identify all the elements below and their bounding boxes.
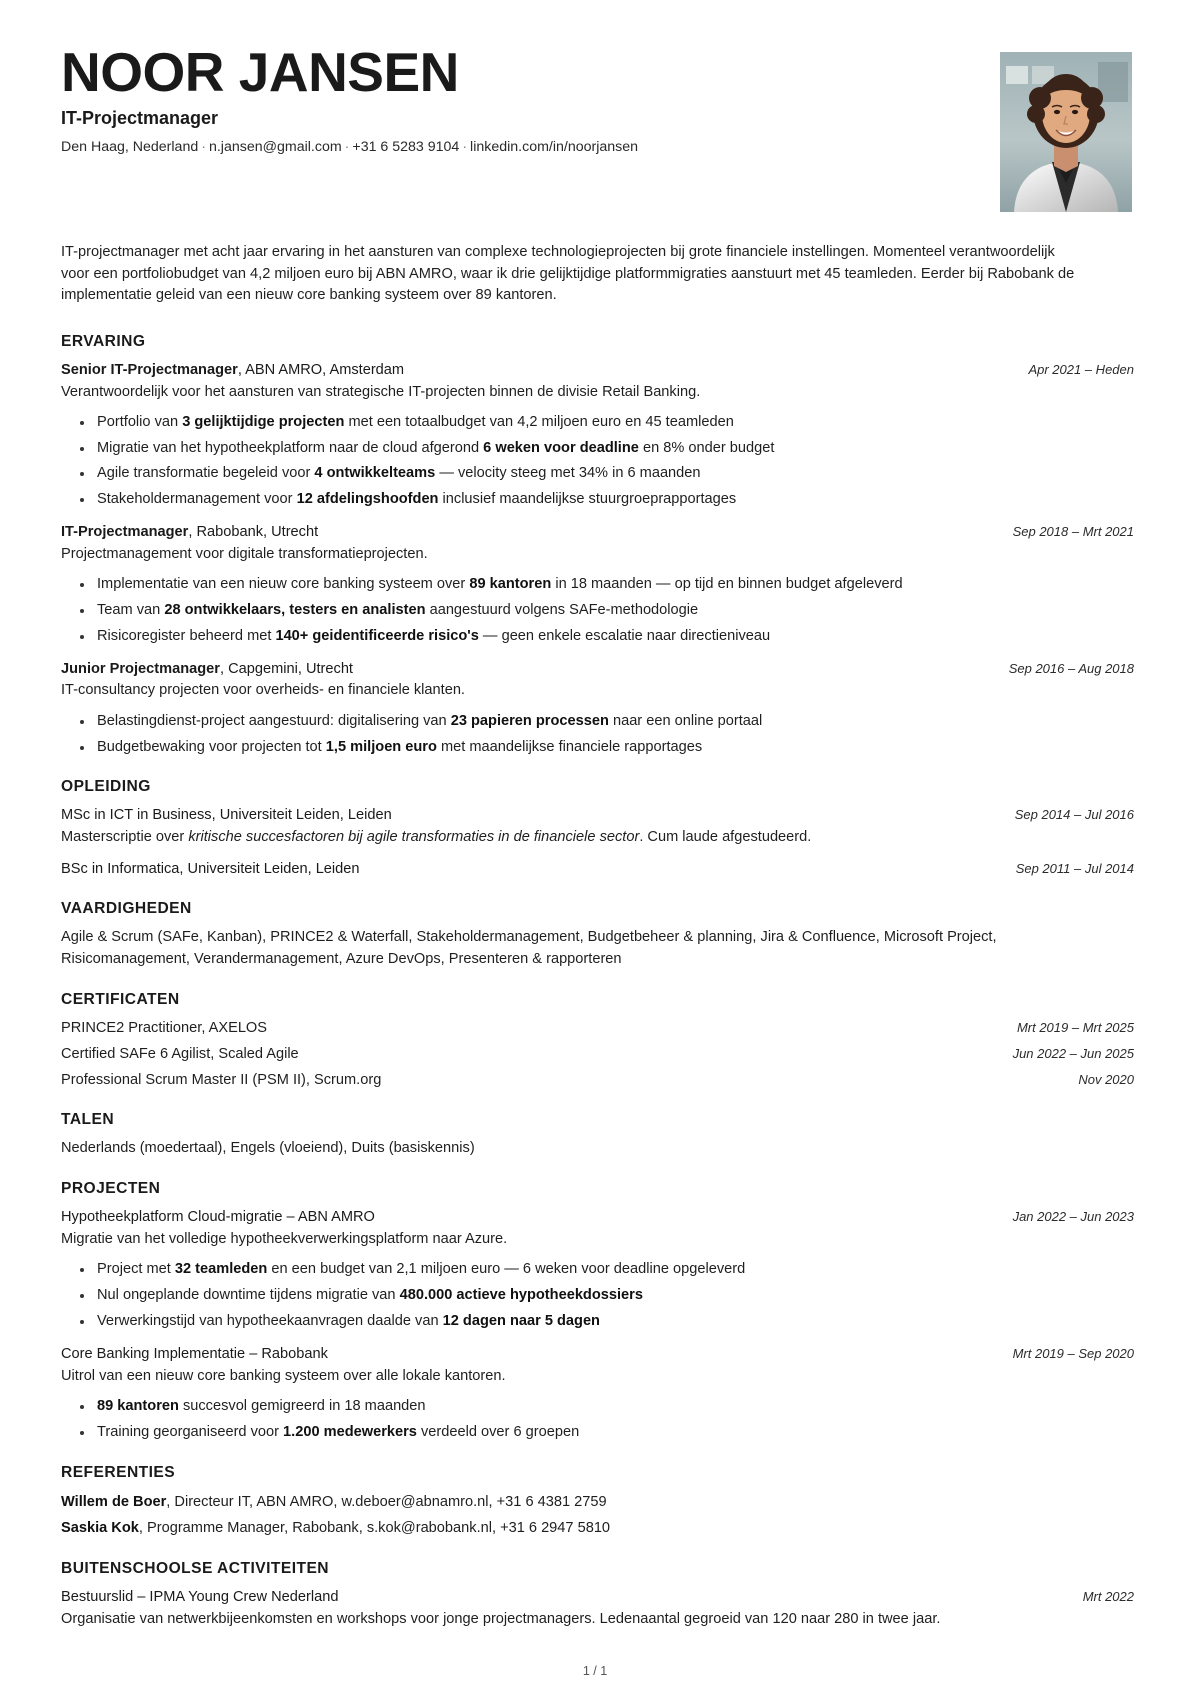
ervaring-entries [61, 360, 1134, 759]
experience-description: IT-consultancy projecten voor overheids- en financiele klanten. [61, 682, 465, 699]
list-item [95, 1396, 1134, 1418]
list-item [95, 489, 1134, 511]
section-certificaten [56, 991, 1134, 1092]
bullet-text: Verwerkingstijd van hypotheekaanvragen daalde van [97, 1313, 443, 1330]
bullet-text: Training georganiseerd voor [97, 1423, 284, 1440]
section-projecten [56, 1180, 1134, 1443]
buitenschoolse-entries [61, 1587, 1134, 1630]
activity-description: Organisatie van netwerkbijeenkomsten en workshops voor jonge projectmanagers. Ledenaantal gegroeid van 120 naar 280 in twee jaar. [61, 1610, 941, 1627]
entry-date: Sep 2011 – Jul 2014 [1015, 861, 1134, 877]
project-description: Migratie van het volledige hypotheekverwerkingsplatform naar Azure. [61, 1231, 508, 1248]
list-item [95, 1259, 1134, 1281]
reference-details: , Programme Manager, Rabobank, s.kok@rabobank.nl, +31 6 2947 5810 [138, 1520, 611, 1537]
contact-linkedin[interactable]: linkedin.com/in/noorjansen [470, 138, 639, 155]
bullet-text: Risicoregister beheerd met [97, 627, 276, 644]
bullet-text: Belastingdienst-project aangestuurd: digitalisering van [97, 712, 451, 729]
experience-description: Projectmanagement voor digitale transformatieprojecten. [61, 545, 428, 562]
list-item [95, 600, 1134, 622]
experience-company: , Rabobank, Utrecht [188, 524, 319, 541]
education-thesis-suffix: . Cum laude afgestudeerd. [639, 829, 812, 846]
list-item [95, 463, 1134, 485]
certificate-date: Mrt 2019 – Mrt 2025 [1016, 1019, 1134, 1035]
bullet-text: in 18 maanden — op tijd en binnen budget afgeleverd [551, 576, 903, 593]
education-thesis-title: kritische succesfactoren bij agile transformaties in de financiele sector [188, 829, 640, 846]
bullet-list [61, 1259, 1134, 1333]
portrait-photo-icon [1000, 52, 1132, 212]
referenties-list [61, 1491, 1134, 1540]
bullet-text: aangestuurd volgens SAFe-methodologie [425, 601, 699, 618]
section-title-certificaten: CERTIFICATEN [61, 990, 180, 1008]
experience-role: Junior Projectmanager [61, 660, 220, 677]
experience-role: IT-Projectmanager [61, 524, 189, 541]
bullet-text: — geen enkele escalatie naar directieniveau [478, 627, 771, 644]
bullet-emphasis: 1,5 miljoen euro [325, 738, 437, 755]
project-description: Uitrol van een nieuw core banking systeem over alle lokale kantoren. [61, 1367, 506, 1384]
entry-date: Apr 2021 – Heden [1028, 361, 1134, 377]
education-degree: MSc in ICT in Business, Universiteit Leiden, Leiden [61, 807, 392, 824]
bullet-emphasis: 12 afdelingshoofden [296, 491, 439, 508]
bullet-emphasis: 32 teamleden [174, 1261, 268, 1278]
list-item [95, 1311, 1134, 1333]
talen-text: Nederlands (moedertaal), Engels (vloeiend), Duits (basiskennis) [61, 1140, 475, 1157]
job-title: IT-Projectmanager [61, 107, 219, 128]
bullet-emphasis: 1.200 medewerkers [283, 1423, 417, 1440]
bullet-emphasis: 89 kantoren [97, 1397, 179, 1414]
reference-line [61, 1517, 1134, 1540]
project-heading [61, 1207, 375, 1228]
project-entry [61, 1207, 1134, 1333]
list-item [95, 1285, 1134, 1307]
reference-details: , Directeur IT, ABN AMRO, w.deboer@abnamro.nl, +31 6 4381 2759 [166, 1493, 607, 1510]
list-item [95, 438, 1134, 460]
certificate-date: Nov 2020 [1078, 1071, 1134, 1087]
contact-phone[interactable]: +31 6 5283 9104 [352, 138, 460, 155]
header-text-block [56, 41, 1000, 157]
section-title-referenties: REFERENTIES [61, 1463, 176, 1481]
section-title-ervaring: ERVARING [61, 332, 146, 350]
section-referenties [56, 1464, 1134, 1540]
project-entry [61, 1344, 1134, 1444]
entry-date: Mrt 2019 – Sep 2020 [1012, 1345, 1134, 1361]
page-indicator: 1 / 1 [582, 1663, 608, 1678]
contact-email[interactable]: n.jansen@gmail.com [208, 138, 342, 155]
bullet-text: Portfolio van [97, 413, 183, 430]
bullet-emphasis: 6 weken voor deadline [483, 439, 639, 456]
bullet-text: en 8% onder budget [638, 439, 775, 456]
resume-header [56, 34, 1134, 212]
experience-heading [61, 360, 404, 381]
bullet-text: en een budget van 2,1 miljoen euro — 6 weken voor deadline opgeleverd [267, 1261, 746, 1278]
section-ervaring [56, 333, 1134, 759]
education-description [61, 827, 1134, 848]
bullet-text: Nul ongeplande downtime tijdens migratie van [97, 1287, 400, 1304]
education-thesis-prefix: Masterscriptie over [61, 829, 189, 846]
bullet-text: Budgetbewaking voor projecten tot [97, 738, 326, 755]
list-item [95, 626, 1134, 648]
bullet-emphasis: 3 gelijktijdige projecten [182, 413, 345, 430]
education-degree: BSc in Informatica, Universiteit Leiden, Leiden [61, 861, 360, 878]
contact-line [61, 138, 1000, 157]
section-title-talen: TALEN [61, 1111, 115, 1129]
experience-heading [61, 522, 318, 543]
bullet-emphasis: 12 dagen naar 5 dagen [442, 1313, 600, 1330]
experience-role: Senior IT-Projectmanager [61, 361, 238, 378]
bullet-emphasis: 480.000 actieve hypotheekdossiers [399, 1287, 643, 1304]
bullet-list [61, 412, 1134, 512]
opleiding-entries [61, 805, 1134, 880]
bullet-text: — velocity steeg met 34% in 6 maanden [435, 465, 701, 482]
project-name: Core Banking Implementatie – Rabobank [61, 1345, 328, 1362]
bullet-text: Stakeholdermanagement voor [97, 491, 297, 508]
experience-entry [61, 360, 1134, 511]
entry-header [61, 1587, 1134, 1608]
bullet-text: Team van [97, 601, 165, 618]
bullet-list [61, 1396, 1134, 1444]
reference-name: Saskia Kok [61, 1520, 139, 1537]
experience-entry [61, 522, 1134, 648]
bullet-list [61, 711, 1134, 759]
certificate-name: Certified SAFe 6 Agilist, Scaled Agile [61, 1045, 299, 1062]
education-entry [61, 805, 1134, 848]
list-item [95, 412, 1134, 434]
entry-header [61, 859, 1134, 880]
entry-header [61, 360, 1134, 381]
contact-separator-2: · [344, 138, 350, 155]
bullet-text: verdeeld over 6 groepen [416, 1423, 580, 1440]
bullet-emphasis: 140+ geidentificeerde risico's [275, 627, 479, 644]
contact-separator-1: · [201, 138, 206, 155]
experience-company: , ABN AMRO, Amsterdam [237, 361, 405, 378]
entry-date: Sep 2016 – Aug 2018 [1008, 660, 1134, 676]
education-entry [61, 859, 1134, 880]
entry-header [61, 659, 1134, 680]
activity-entry [61, 1587, 1134, 1630]
section-title-projecten: PROJECTEN [61, 1180, 161, 1198]
experience-company: , Capgemini, Utrecht [219, 660, 353, 677]
activity-heading [61, 1587, 338, 1608]
section-vaardigheden [56, 900, 1134, 971]
education-heading [61, 859, 360, 880]
certificate-name: Professional Scrum Master II (PSM II), Scrum.org [61, 1071, 382, 1088]
avatar [1000, 52, 1132, 212]
bullet-text: succesvol gemigreerd in 18 maanden [178, 1397, 426, 1414]
entry-date: Jan 2022 – Jun 2023 [1012, 1209, 1134, 1225]
contact-separator-3: · [462, 138, 468, 155]
project-name: Hypotheekplatform Cloud-migratie – ABN AMRO [61, 1209, 375, 1226]
professional-summary: IT-projectmanager met acht jaar ervaring in het aansturen van complexe technologieprojecten bij grote financiele instellingen. Momenteel verantwoordelijk voor een portfoliobudget van 4,2 miljoen euro bij ABN AMRO, waar ik drie gelijktijdige platformmigraties aanstuurt met 45 teamleden. Eerder bij Rabobank de implementatie geleid van een nieuw core banking systeem over 89 kantoren. [61, 244, 1075, 304]
section-buitenschoolse-activiteiten [56, 1560, 1134, 1630]
section-title-opleiding: OPLEIDING [61, 778, 151, 796]
entry-header [61, 1344, 1134, 1365]
bullet-text: met maandelijkse financiele rapportages [436, 738, 703, 755]
page-title: NOOR JANSEN [61, 41, 459, 103]
bullet-emphasis: 23 papieren processen [450, 712, 609, 729]
bullet-text: Migratie van het hypotheekplatform naar de cloud afgerond [97, 439, 484, 456]
activity-name: Bestuurslid – IPMA Young Crew Nederland [61, 1588, 339, 1605]
section-title-vaardigheden: VAARDIGHEDEN [61, 900, 192, 918]
certificaten-list [61, 1018, 1134, 1092]
education-heading [61, 805, 392, 826]
experience-heading [61, 659, 353, 680]
projecten-entries [61, 1207, 1134, 1443]
bullet-emphasis: 28 ontwikkelaars, testers en analisten [164, 601, 426, 618]
bullet-emphasis: 89 kantoren [469, 576, 552, 593]
bullet-text: met een totaalbudget van 4,2 miljoen euro en 45 teamleden [344, 413, 734, 430]
list-item [95, 711, 1134, 733]
certificate-row [61, 1070, 1134, 1092]
experience-entry [61, 659, 1134, 759]
reference-line [61, 1491, 1134, 1514]
entry-date: Sep 2014 – Jul 2016 [1014, 807, 1134, 823]
bullet-list [61, 574, 1134, 648]
certificate-row [61, 1018, 1134, 1040]
list-item [95, 1422, 1134, 1444]
certificate-name: PRINCE2 Practitioner, AXELOS [61, 1019, 268, 1036]
list-item [95, 737, 1134, 759]
certificate-date: Jun 2022 – Jun 2025 [1012, 1045, 1134, 1061]
contact-location: Den Haag, Nederland [61, 138, 199, 155]
bullet-text: Agile transformatie begeleid voor [97, 465, 315, 482]
bullet-emphasis: 4 ontwikkelteams [314, 465, 436, 482]
bullet-text: Implementatie van een nieuw core banking systeem over [97, 576, 470, 593]
section-title-buitenschoolse: BUITENSCHOOLSE ACTIVITEITEN [61, 1559, 330, 1577]
bullet-text: naar een online portaal [608, 712, 763, 729]
bullet-text: inclusief maandelijkse stuurgroeprapportages [438, 491, 737, 508]
entry-header [61, 805, 1134, 826]
reference-name: Willem de Boer [61, 1493, 167, 1510]
section-opleiding [56, 778, 1134, 880]
entry-date: Sep 2018 – Mrt 2021 [1012, 524, 1134, 540]
entry-header [61, 1207, 1134, 1228]
entry-date: Mrt 2022 [1082, 1588, 1134, 1604]
section-talen [56, 1111, 1134, 1160]
entry-header [61, 522, 1134, 543]
certificate-row [61, 1044, 1134, 1066]
list-item [95, 574, 1134, 596]
project-heading [61, 1344, 328, 1365]
vaardigheden-text: Agile & Scrum (SAFe, Kanban), PRINCE2 & Waterfall, Stakeholdermanagement, Budgetbeheer & planning, Jira & Confluence, Microsoft Project, Risicomanagement, Verandermanagement, Azure DevOps, Presenteren & rapporteren [61, 929, 997, 967]
bullet-text: Project met [97, 1261, 175, 1278]
experience-description: Verantwoordelijk voor het aansturen van strategische IT-projecten binnen de divisie Retail Banking. [61, 383, 701, 400]
